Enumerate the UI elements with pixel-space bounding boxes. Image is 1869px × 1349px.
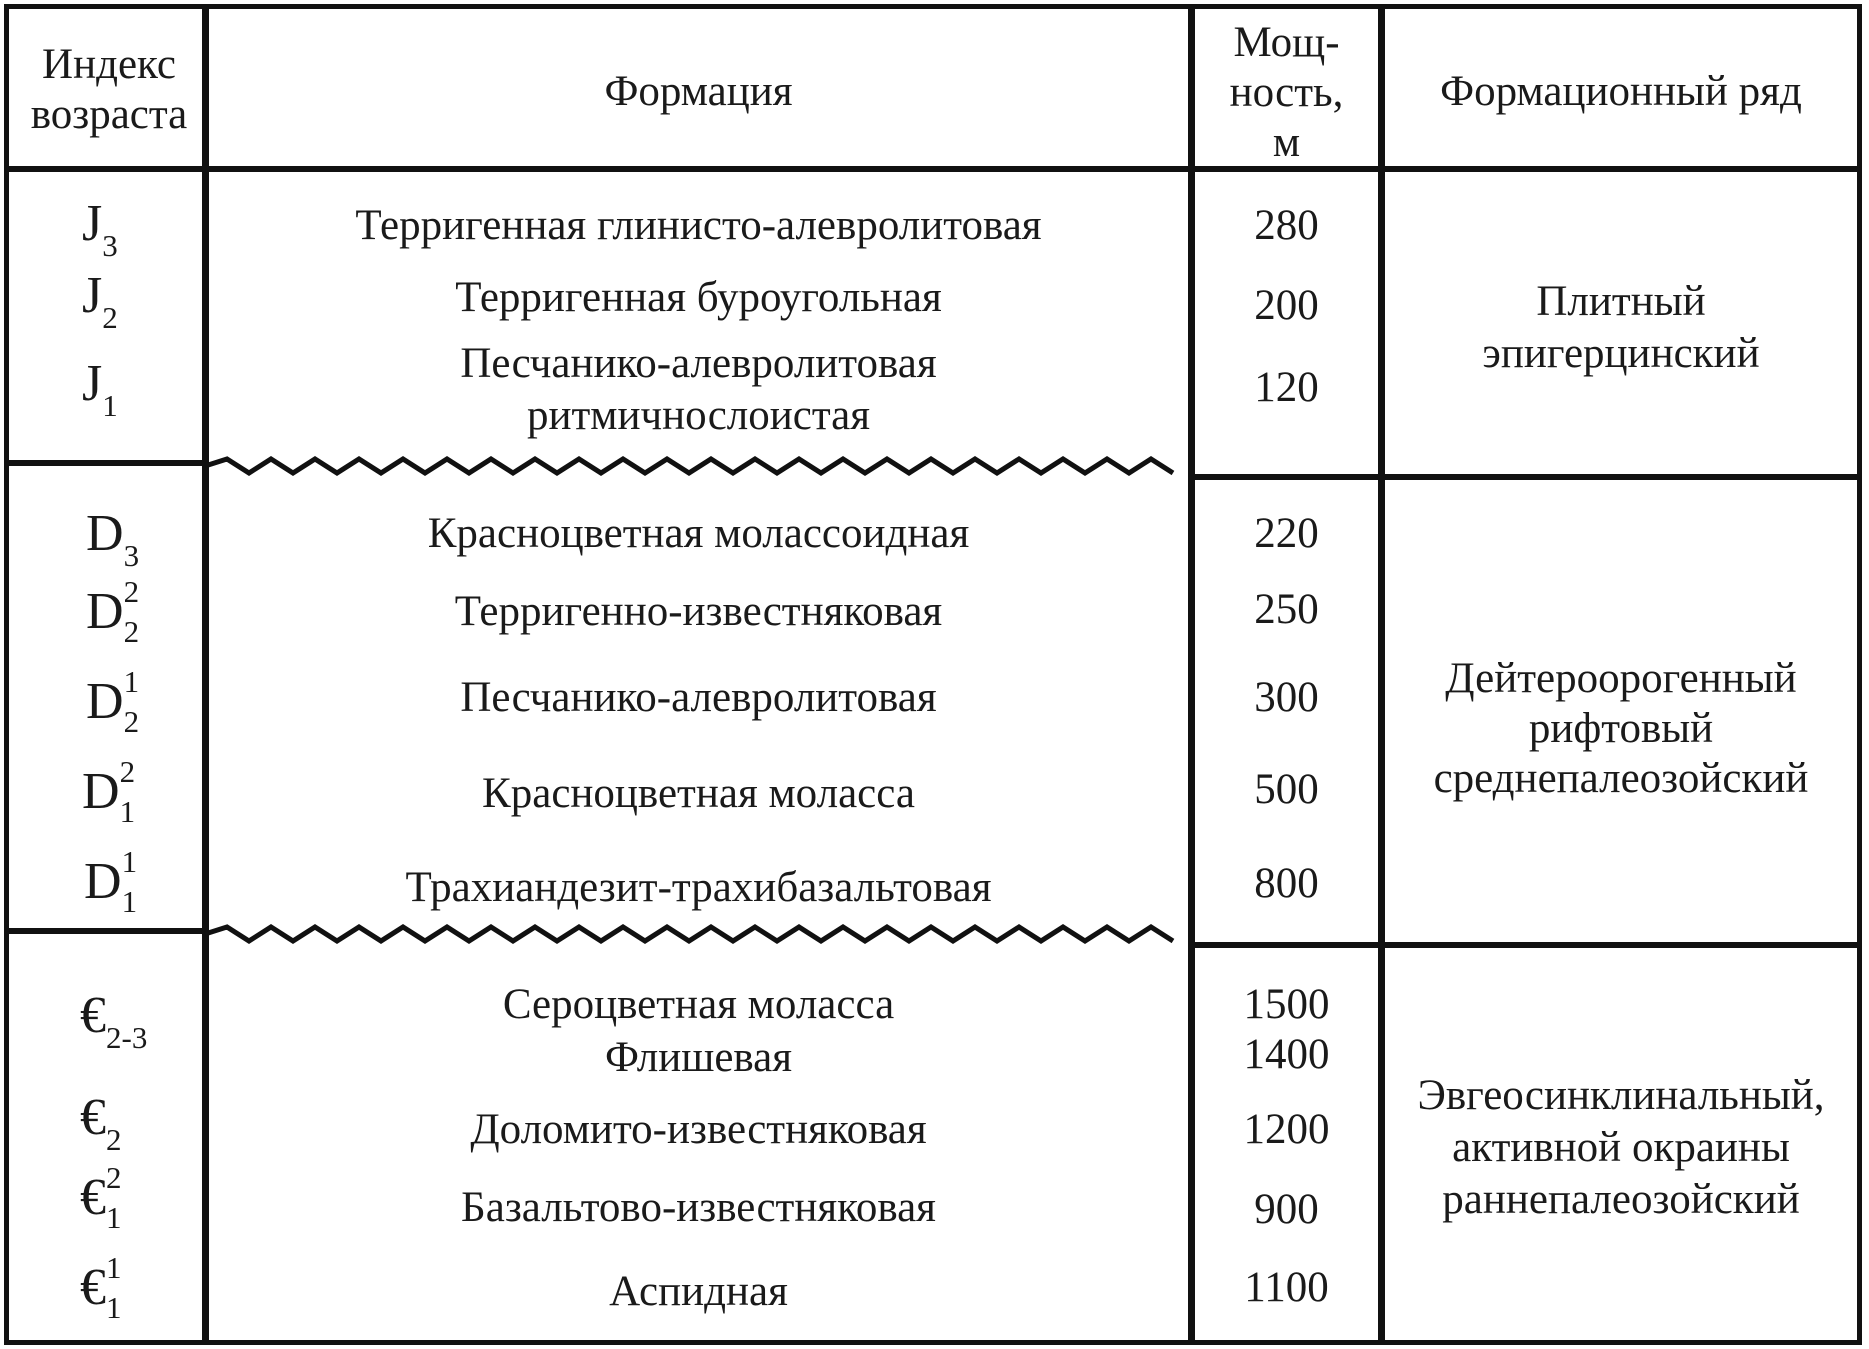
thickness-value: 1500 1400 <box>1243 981 1330 1078</box>
thickness-value: 200 <box>1254 282 1319 329</box>
formation-name: Сероцветная моласса Флишевая <box>502 981 895 1081</box>
header-age-index: Индекс возраста <box>30 41 188 138</box>
formation-name: Терригенная буроугольная <box>455 274 942 321</box>
formation-series: Плитный эпигерцинский <box>1482 278 1760 377</box>
thickness-value: 800 <box>1254 860 1319 907</box>
thickness-value: 900 <box>1254 1186 1319 1233</box>
formation-name: Трахиандезит-трахибазальтовая <box>405 864 992 911</box>
formation-name: Терригенно-известняковая <box>454 588 943 635</box>
thickness-value: 120 <box>1254 364 1319 411</box>
formation-name: Базальтово-известняковая <box>461 1184 936 1231</box>
thickness-value: 300 <box>1254 674 1319 721</box>
age-index-D3: $D_3$ <box>86 505 140 573</box>
unconformity-zigzag-2 <box>205 927 1173 941</box>
thickness-value: 250 <box>1254 586 1319 633</box>
formation-name: Красноцветная моласса <box>482 770 915 817</box>
age-index-cambrian-1-2: € 2 1 <box>80 1160 122 1235</box>
formation-series: Дейтероорогенный рифтовый среднепалеозойский <box>1433 655 1809 802</box>
header-series: Формационный ряд <box>1440 68 1802 115</box>
thickness-value: 1100 <box>1244 1264 1329 1311</box>
thickness-value: 500 <box>1254 766 1319 813</box>
formation-name: Доломито-известняковая <box>470 1106 927 1153</box>
unconformity-zigzag-1 <box>205 459 1173 473</box>
formation-series: Эвгеосинклинальный, активной окраины раннепалеозойский <box>1417 1072 1825 1223</box>
age-index-D1-1: D 1 1 <box>84 844 138 919</box>
formation-name: Красноцветная молассоидная <box>427 510 970 557</box>
header-formation: Формация <box>604 68 793 115</box>
formation-name: Терригенная глинисто-алевролитовая <box>355 202 1042 249</box>
age-index-cambrian-1-1: € 1 1 <box>80 1250 122 1325</box>
age-index-J2: $J_2$ <box>82 267 118 335</box>
age-index-D1-2: D 2 1 <box>82 754 136 829</box>
age-index-J1: $J_1$ <box>82 355 118 423</box>
thickness-value: 220 <box>1254 510 1319 557</box>
age-index-J3: $J_3$ <box>82 195 118 263</box>
age-index-cambrian-2: $€_2$ <box>80 1089 122 1157</box>
formation-name: Песчанико-алевролитовая ритмичнослоистая <box>460 340 937 439</box>
thickness-value: 280 <box>1254 202 1319 249</box>
age-index-D2-2: D 2 2 <box>86 574 140 649</box>
thickness-value: 1200 <box>1243 1106 1330 1153</box>
age-index-cambrian-2-3: $€_{2-3}$ <box>80 987 148 1055</box>
formation-name: Песчанико-алевролитовая <box>460 674 937 721</box>
formation-name: Аспидная <box>609 1268 788 1315</box>
age-index-D2-1: D 1 2 <box>86 664 140 739</box>
header-thickness: Мощ- ность, м <box>1229 19 1344 166</box>
